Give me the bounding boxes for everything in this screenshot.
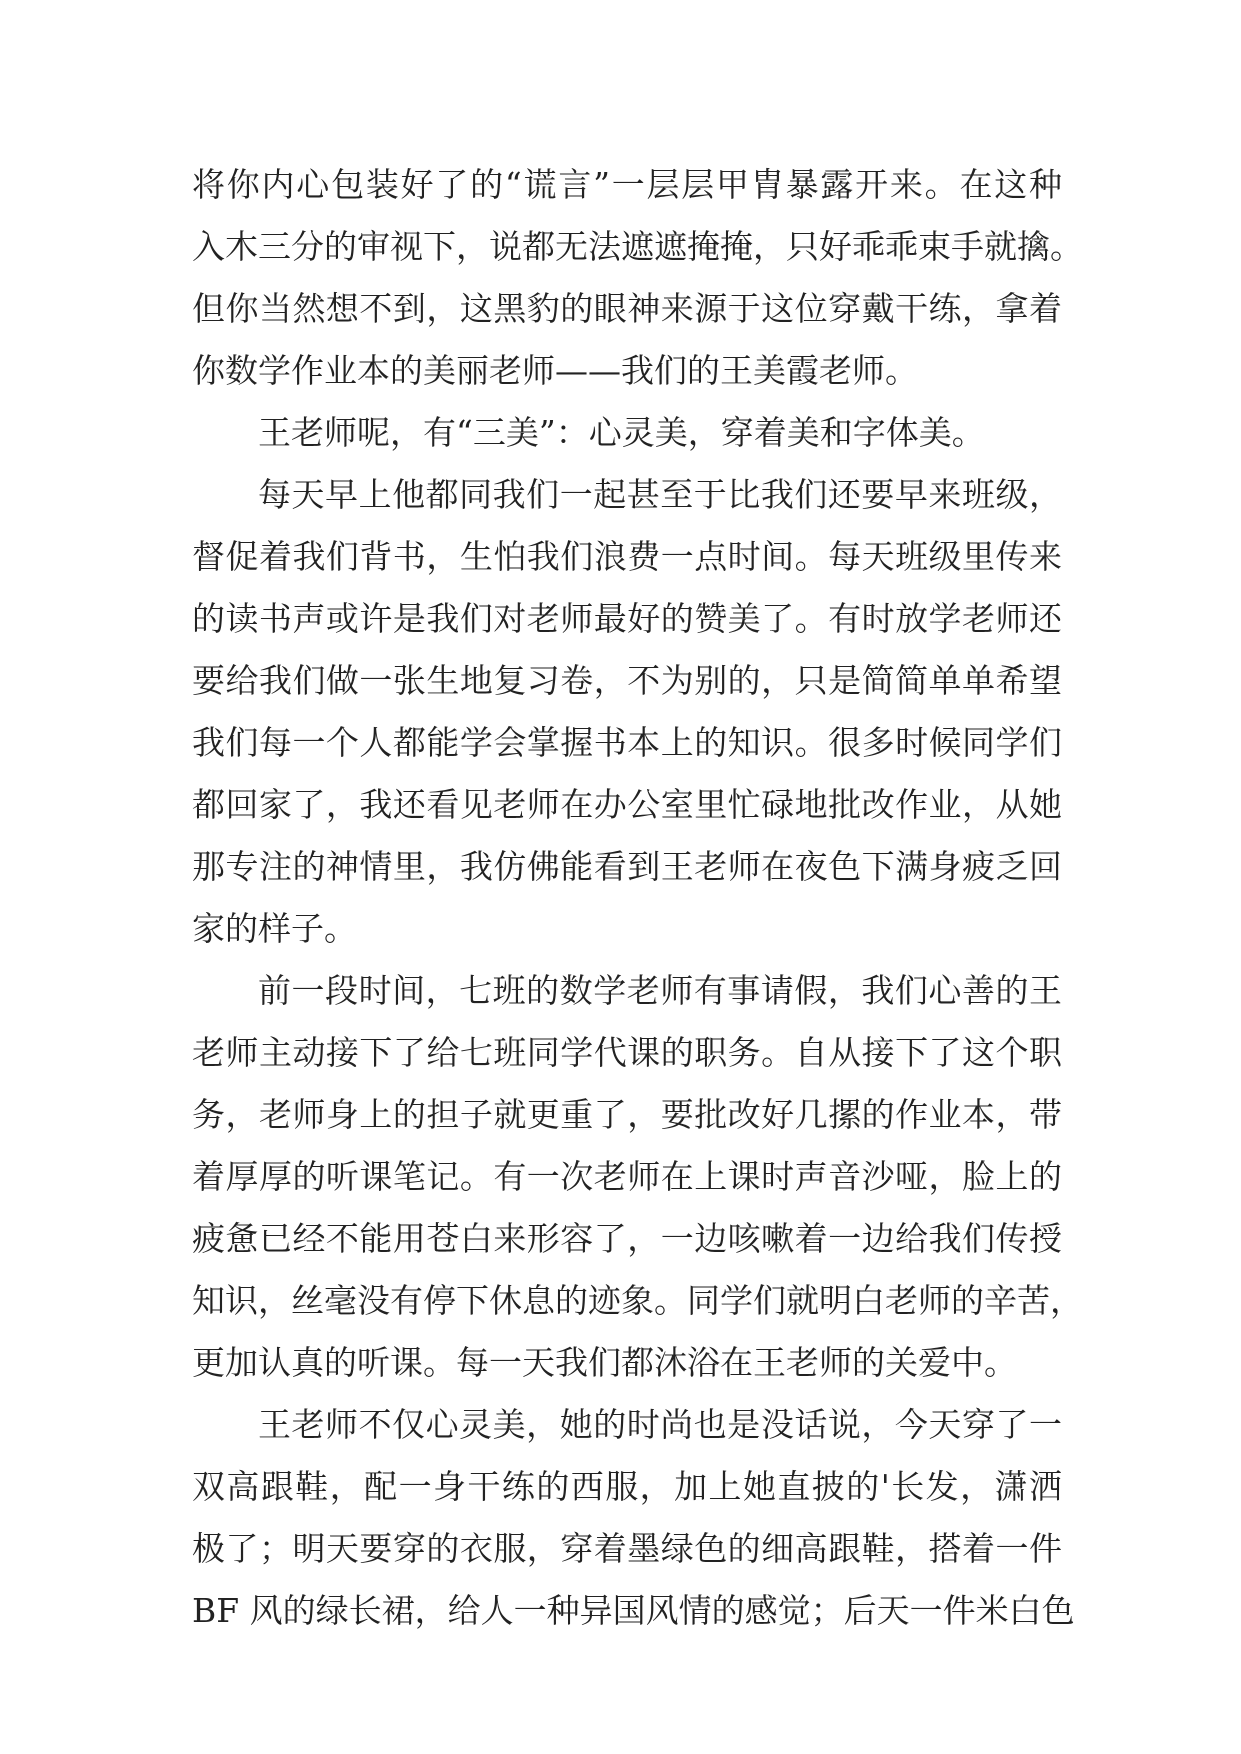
text-line: 那专注的神情里，我仿佛能看到王老师在夜色下满身疲乏回 <box>192 847 1062 886</box>
text-line: 老师主动接下了给七班同学代课的职务。自从接下了这个职 <box>192 1033 1062 1072</box>
text-line: 我们每一个人都能学会掌握书本上的知识。很多时候同学们 <box>192 723 1062 762</box>
text-line: 要给我们做一张生地复习卷，不为别的，只是简简单单希望 <box>192 661 1062 700</box>
text-line: 督促着我们背书，生怕我们浪费一点时间。每天班级里传来 <box>192 537 1062 576</box>
text-line: 双高跟鞋，配一身干练的西服，加上她直披的'长发，潇洒 <box>192 1467 1062 1506</box>
paragraph-start-line: 前一段时间，七班的数学老师有事请假，我们心善的王 <box>258 971 1062 1010</box>
text-line: 知识，丝毫没有停下休息的迹象。同学们就明白老师的辛苦， <box>192 1281 1083 1320</box>
paragraph-start-line: 王老师不仅心灵美，她的时尚也是没话说，今天穿了一 <box>258 1405 1062 1444</box>
text-line: 疲惫已经不能用苍白来形容了，一边咳嗽着一边给我们传授 <box>192 1219 1062 1258</box>
text-line: 着厚厚的听课笔记。有一次老师在上课时声音沙哑，脸上的 <box>192 1157 1062 1196</box>
text-line: 务，老师身上的担子就更重了，要批改好几摞的作业本，带 <box>192 1095 1062 1134</box>
text-line: 家的样子。 <box>192 909 357 948</box>
paragraph-start-line: 每天早上他都同我们一起甚至于比我们还要早来班级， <box>258 475 1062 514</box>
text-line: 你数学作业本的美丽老师——我们的王美霞老师。 <box>192 351 918 390</box>
body-text <box>192 154 1083 1642</box>
paragraph-start-line: 王老师呢，有“三美”：心灵美，穿着美和字体美。 <box>258 413 985 452</box>
text-line: 更加认真的听课。每一天我们都沐浴在王老师的关爱中。 <box>192 1343 1017 1382</box>
text-line: 入木三分的审视下，说都无法遮遮掩掩，只好乖乖束手就擒。 <box>192 227 1083 266</box>
text-line: 将你内心包装好了的“谎言”一层层甲胄暴露开来。在这种 <box>192 165 1062 204</box>
text-line: 都回家了，我还看见老师在办公室里忙碌地批改作业，从她 <box>192 785 1062 824</box>
text-line: BF 风的绿长裙，给人一种异国风情的感觉；后天一件米白色 <box>192 1591 1075 1630</box>
text-line: 但你当然想不到，这黑豹的眼神来源于这位穿戴干练，拿着 <box>192 289 1062 328</box>
text-line: 极了；明天要穿的衣服，穿着墨绿色的细高跟鞋，搭着一件 <box>192 1529 1062 1568</box>
text-line: 的读书声或许是我们对老师最好的赞美了。有时放学老师还 <box>192 599 1062 638</box>
